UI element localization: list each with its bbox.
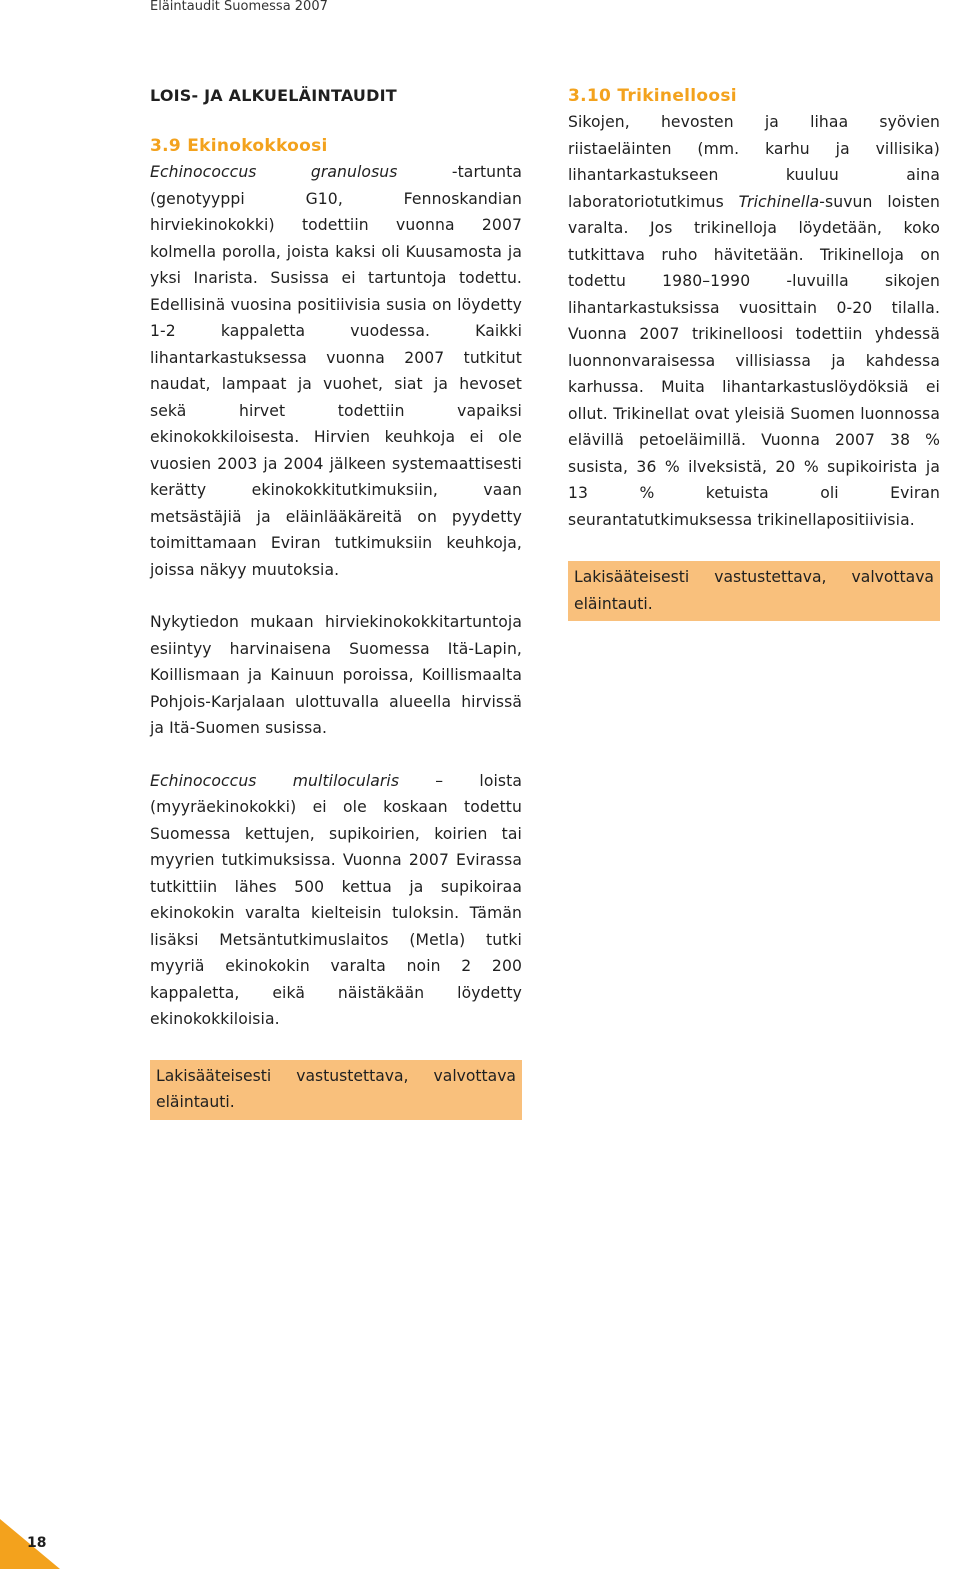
subsection-title-ekinokokkoosi: 3.9 Ekinokokkoosi (150, 136, 328, 156)
paragraph-text: – loista (myyräekinokokki) ei ole koskaan todettu Suomessa kettujen, supikoirien, koirien tai myyrien tutkimuksissa. Vuonna 2007 Evirassa tutkittiin lähes 500 kettua ja supikoiraa ekinokokin varalta kielteisin tuloksin. Tämän lisäksi Metsäntutkimuslaitos (Metla) tutki myyriä ekinokokin varalta noin 2 200 kappaletta, eikä näistäkään löydetty ekinokokkiloisia. (150, 771, 522, 1028)
running-header: Eläintaudit Suomessa 2007 (150, 0, 328, 14)
species-name: Echinococcus granulosus (150, 163, 398, 181)
left-column (150, 83, 522, 1120)
legal-status-note: Lakisääteisesti vastustettava, valvottava eläintauti. (150, 1060, 522, 1120)
species-name: Echinococcus multilocularis (150, 771, 400, 790)
section-title: LOIS- JA ALKUELÄINTAUDIT (150, 86, 397, 105)
paragraph-current-knowledge: Nykytiedon mukaan hirviekinokokkitartuntoja esiintyy harvinaisena Suomessa Itä-Lapin, Koillismaan ja Kainuun poroissa, Koillismaalta Pohjois-Karjalaan ulottuvalla alueella hirvissä ja Itä-Suomen susissa. (150, 613, 522, 737)
paragraph-text: -tartunta (genotyyppi G10, Fennoskandian hirviekinokokki) todettiin vuonna 2007 kolmella porolla, joista kaksi oli Kuusamosta ja yksi Inarista. Susissa ei tartuntoja todettu. Edellisinä vuosina positiivisia susia on löydetty 1-2 kappaletta vuodessa. Kaikki lihantarkastuksessa vuonna 2007 tutkitut naudat, lampaat ja vuohet, siat ja hevoset sekä hirvet todettiin vapaiksi ekinokokkiloisesta. Hirvien keuhkoja ei ole vuosien 2003 ja 2004 jälkeen systemaattisesti kerätty ekinokokkitutkimuksiin, vaan metsästäjiä ja eläinlääkäreitä on pyydetty toimittamaan Eviran tutkimuksiin keuhkoja, joissa näkyy muutoksia. (150, 163, 523, 579)
legal-status-note: Lakisääteisesti vastustettava, valvottava eläintauti. (568, 561, 940, 621)
paragraph-trichinella (568, 109, 940, 533)
genus-name: Trichinella (738, 192, 820, 211)
paragraph-text: Sikojen, hevosten ja lihaa syövien riistaeläinten (mm. karhu ja villisika) lihantarkastukseen kuuluu aina laboratoriotutkimus (568, 113, 940, 211)
paragraph-echinococcus-multilocularis (150, 768, 522, 1033)
page-number: 18 (27, 1535, 47, 1551)
paragraph-echinococcus-granulosus (150, 159, 522, 583)
subsection-title-trikinelloosi: 3.10 Trikinelloosi (568, 86, 737, 106)
right-column (568, 83, 940, 621)
paragraph-text: -suvun loisten varalta. Jos trikinelloja löydetään, koko tutkittava ruho hävitetään. Trikinelloja on todettu 1980–1990 -luvuilla sikojen lihantarkastuksissa vuosittain 0-20 tilalla. Vuonna 2007 trikinelloosi todettiin yhdessä luonnonvaraisessa villisiassa ja kahdessa karhussa. Muita lihantarkastuslöydöksiä ei ollut. Trikinellat ovat yleisiä Suomen luonnossa elävillä petoeläimillä. Vuonna 2007 38 % susista, 36 % ilveksistä, 20 % supikoirista ja 13 % ketuista oli Eviran seurantatutkimuksessa trikinellapositiivisia. (568, 192, 940, 529)
